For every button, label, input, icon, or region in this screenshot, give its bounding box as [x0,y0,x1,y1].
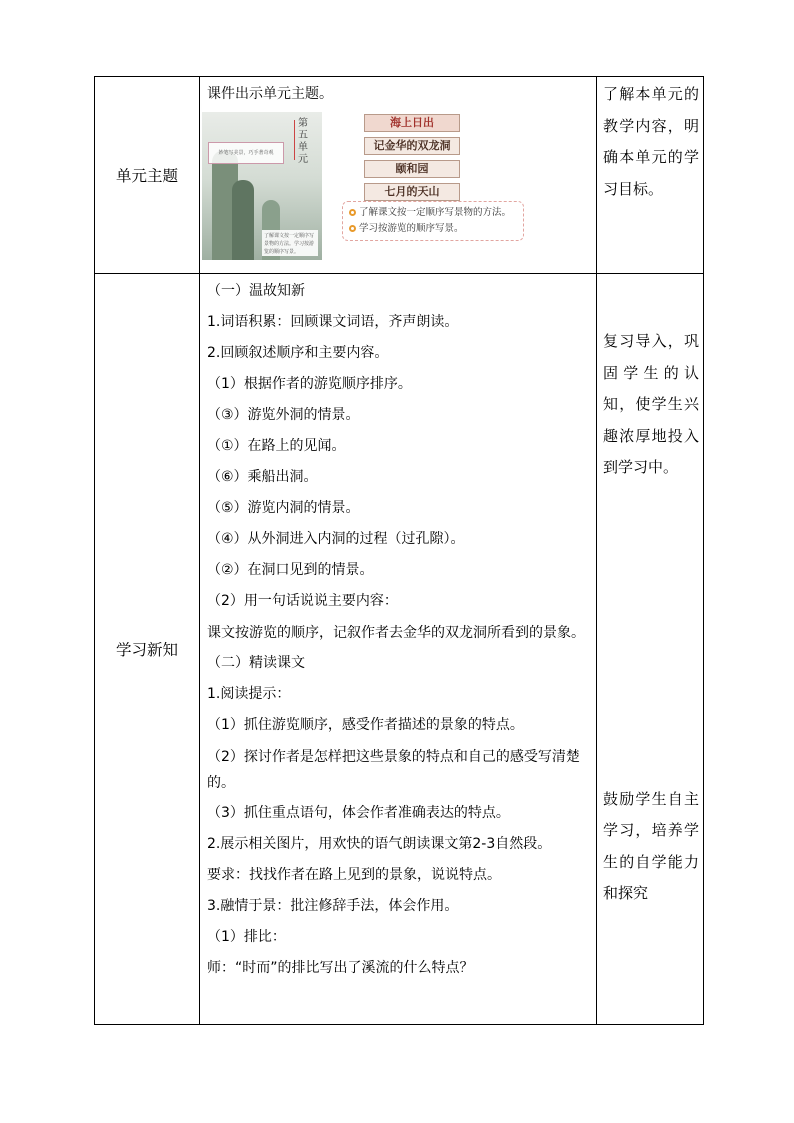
unit-goal: 学习按游览的顺序写景。 [349,221,517,237]
content-line: 要求：找找作者在路上见到的景象，说说特点。 [207,867,501,883]
content-line: （二）精读课文 [207,655,305,671]
unit-theme-intro: 课件出示单元主题。 [207,86,333,102]
content-line: （⑥）乘船出洞。 [207,469,318,485]
content-line: 1.词语积累：回顾课文词语，齐声朗读。 [207,314,459,330]
content-line: 师：“时而”的排比写出了溪流的什么特点？ [207,960,474,976]
lesson-title: 记金华的双龙洞 [364,137,460,155]
unit-slide-image [202,112,532,262]
content-line: （2）探讨作者是怎样把这些景象的特点和自己的感受写清楚的。 [207,749,580,791]
unit-goals-box [342,201,524,241]
table-row-new-learning [95,274,704,1025]
new-learning-note-review: 复习导入，巩固学生的认知，使学生兴趣浓厚地投入到学习中。 [603,332,699,476]
content-line: 课文按游览的顺序，记叙作者去金华的双龙洞所看到的景象。 [207,625,585,641]
content-line: 2.回顾叙述顺序和主要内容。 [207,345,389,361]
unit-title: 第五单元 [298,118,308,165]
content-line: 3.融情于景：批注修辞手法，体会作用。 [207,898,459,914]
content-line: （2）用一句话说说主要内容： [207,593,398,609]
lesson-title: 颐和园 [364,160,460,178]
poster-box-text: 妙笔写美景，巧手著奇观 [208,142,284,164]
goal-marker-icon [349,209,356,216]
table-row-unit-theme [95,77,704,274]
mountain-shape [232,180,254,260]
poster-divider [294,120,295,160]
new-learning-content [200,274,597,1025]
content-line: （1）根据作者的游览顺序排序。 [207,376,412,392]
lesson-title: 海上日出 [364,114,460,132]
poster-corner-text: 了解课文按一定顺序写景物的方法。学习按游览的顺序写景。 [262,230,318,256]
content-line: （⑤）游览内洞的情景。 [207,500,360,516]
goal-marker-icon [349,225,356,232]
unit-theme-note-cell [597,77,704,274]
unit-theme-note: 了解本单元的教学内容，明确本单元的学习目标。 [603,85,699,198]
row-label-new-learning: 学习新知 [95,274,200,1025]
new-learning-note-cell [597,274,704,1025]
content-line: （1）抓住游览顺序，感受作者描述的景象的特点。 [207,717,524,733]
content-line: 2.展示相关图片，用欢快的语气朗读课文第2-3自然段。 [207,836,552,852]
unit-poster [202,112,322,260]
content-line: （一）温故知新 [207,283,305,299]
row-label-unit-theme: 单元主题 [95,77,200,274]
lesson-plan-table [94,76,704,1025]
content-line: （②）在洞口见到的情景。 [207,562,374,578]
lesson-titles-list [364,114,460,206]
content-line: 1.阅读提示： [207,686,291,702]
content-line: （④）从外洞进入内洞的过程（过孔隙）。 [207,531,465,547]
content-line: （③）游览外洞的情景。 [207,407,360,423]
new-learning-note-self-study: 鼓励学生自主学习，培养学生的自学能力和探究 [603,789,699,902]
unit-theme-content [200,77,597,274]
lesson-title: 七月的天山 [364,183,460,201]
content-line: （3）抓住重点语句，体会作者准确表达的特点。 [207,805,510,821]
content-line: （①）在路上的见闻。 [207,438,346,454]
unit-goal: 了解课文按一定顺序写景物的方法。 [349,205,517,221]
content-line: （1）排比： [207,929,286,945]
